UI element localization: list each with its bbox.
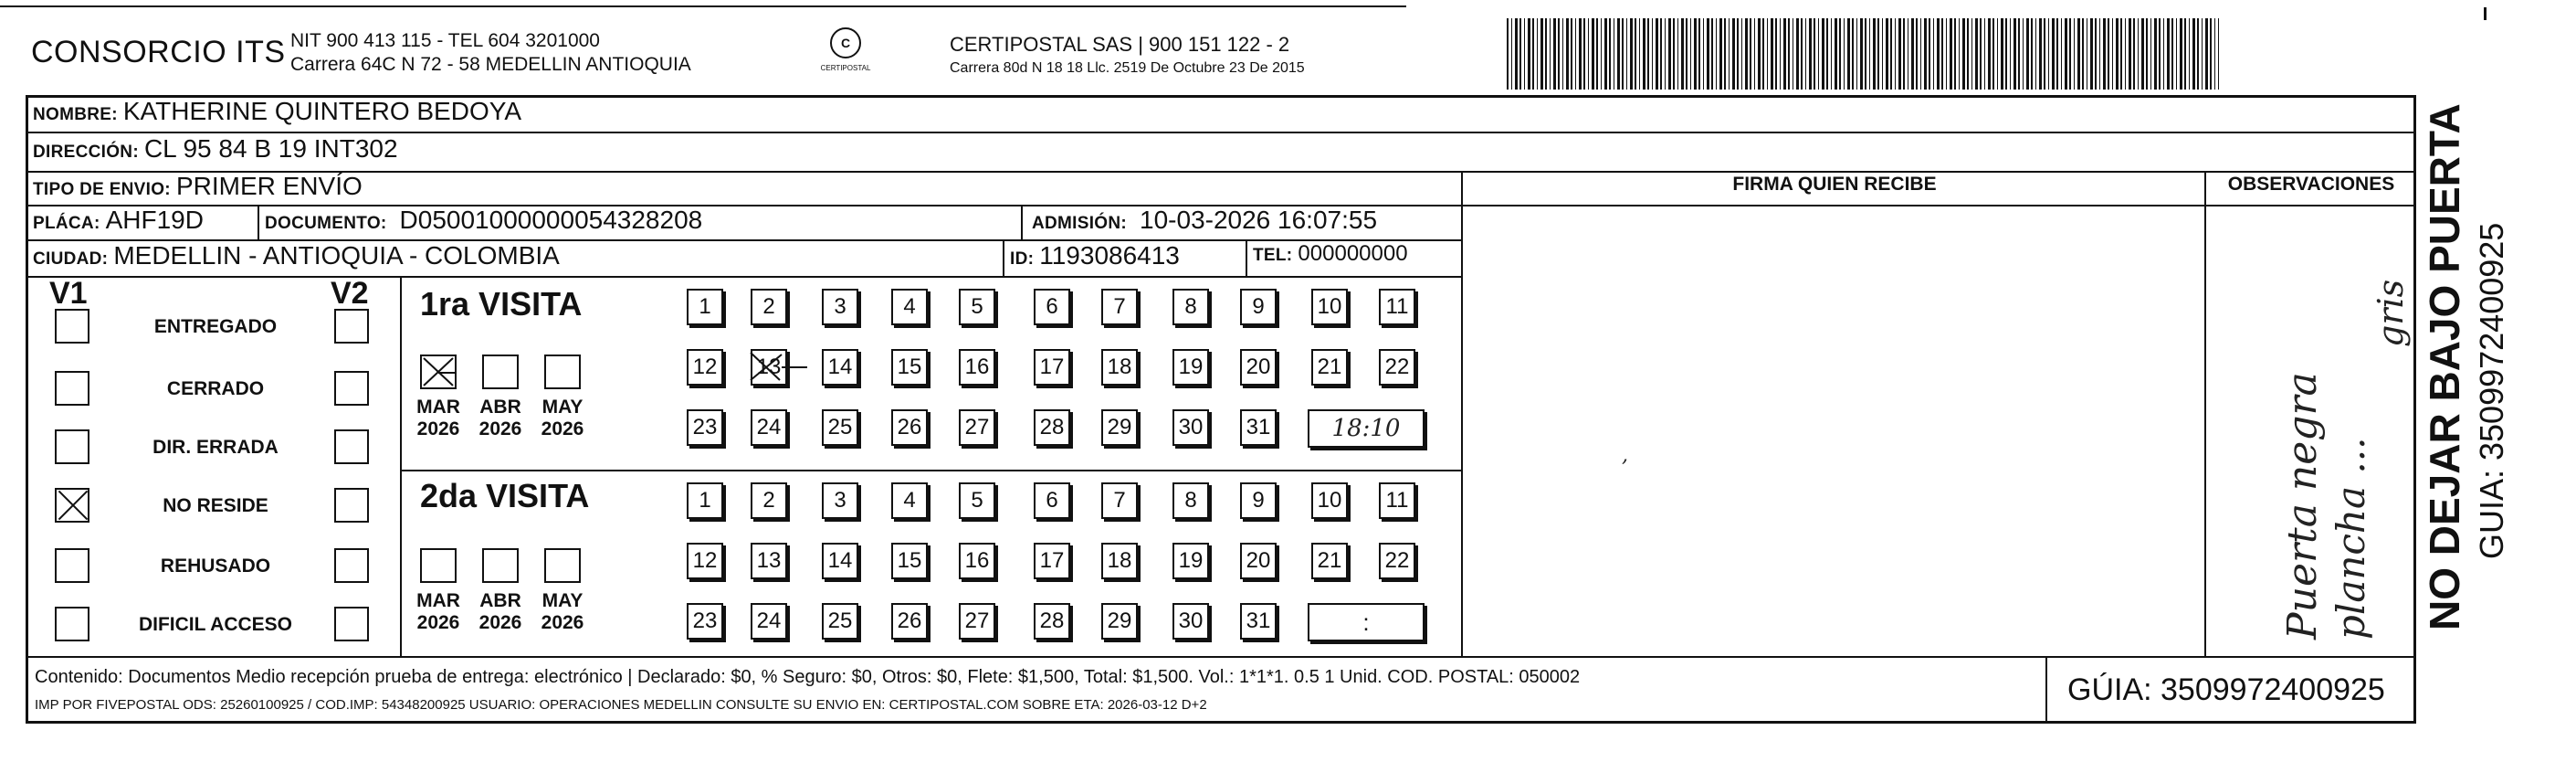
second-visit-day[interactable]: 15: [891, 543, 928, 579]
second-visit-day[interactable]: 29: [1101, 603, 1138, 640]
month-name: ABR: [479, 397, 521, 418]
carrier-sub: Carrera 80d N 18 18 Llc. 2519 De Octubre 23 De 2015: [950, 60, 1305, 76]
month-name: ABR: [479, 590, 521, 611]
month-name: MAY: [541, 397, 584, 418]
logo-emblem-icon: C: [830, 27, 861, 58]
status-label: CERRADO: [166, 378, 265, 399]
v2-checkbox[interactable]: [334, 429, 369, 464]
month-year: 2026: [541, 612, 584, 633]
address-line: Carrera 64C N 72 - 58 MEDELLIN ANTIOQUIA: [290, 54, 691, 75]
first-month-checkbox[interactable]: [544, 355, 581, 389]
documento-row: [265, 206, 702, 235]
second-visit-day[interactable]: 22: [1379, 543, 1415, 579]
second-visit-day[interactable]: 11: [1379, 482, 1415, 519]
observacion-line-1: Puerta negra: [2279, 372, 2326, 640]
first-month-label: [411, 397, 466, 440]
second-visit-day[interactable]: 10: [1311, 482, 1348, 519]
footer-print-info: IMP POR FIVEPOSTAL ODS: 25260100925 / COD.IMP: 54348200925 USUARIO: OPERACIONES MEDELLIN CONSULTE SU ENVIO EN: CERTIPOSTAL.COM SOBRE ETA: 2026-03-12 D+2: [35, 697, 1207, 713]
carrier-line: CERTIPOSTAL SAS | 900 151 122 - 2: [950, 33, 1290, 56]
second-month-checkbox[interactable]: [544, 548, 581, 583]
placa-label: PLÁCA:: [33, 214, 100, 233]
first-visit-day[interactable]: 17: [1034, 349, 1070, 386]
second-visit-day[interactable]: 2: [751, 482, 787, 519]
carrier-logo: [807, 27, 884, 82]
ciudad-label: CIUDAD:: [33, 249, 109, 269]
v2-checkbox[interactable]: [334, 309, 369, 344]
month-name: MAY: [541, 590, 584, 611]
first-month-checkbox[interactable]: [482, 355, 519, 389]
second-visit-title: 2da VISITA: [420, 477, 590, 514]
first-visit-day[interactable]: 11: [1379, 289, 1415, 325]
observaciones-header: OBSERVACIONES: [2227, 174, 2395, 195]
status-label: REHUSADO: [160, 556, 271, 577]
status-label: DIR. ERRADA: [152, 437, 279, 458]
first-visit-day[interactable]: 7: [1101, 289, 1138, 325]
tel-row: [1253, 241, 1408, 267]
second-visit-day[interactable]: 12: [687, 543, 723, 579]
first-visit-day[interactable]: 25: [822, 409, 858, 446]
barcode: [1507, 18, 2219, 90]
first-visit-day[interactable]: 22: [1379, 349, 1415, 386]
first-visit-day[interactable]: 29: [1101, 409, 1138, 446]
month-year: 2026: [416, 418, 460, 439]
v1-checkbox[interactable]: [55, 371, 89, 406]
second-visit-day[interactable]: 4: [891, 482, 928, 519]
first-visit-day[interactable]: 19: [1172, 349, 1209, 386]
observacion-line-3: gris: [2371, 279, 2411, 347]
second-visit-day[interactable]: 6: [1034, 482, 1070, 519]
second-visit-day[interactable]: 27: [959, 603, 995, 640]
first-visit-day[interactable]: 13: [751, 349, 787, 386]
ciudad-value: MEDELLIN - ANTIOQUIA - COLOMBIA: [113, 241, 560, 270]
tipo-row: [33, 172, 363, 201]
admision-value: 10-03-2026 16:07:55: [1140, 206, 1378, 234]
check-x-icon: [422, 356, 455, 387]
second-visit-day[interactable]: 25: [822, 603, 858, 640]
first-visit-day[interactable]: 4: [891, 289, 928, 325]
ciudad-row: [33, 241, 560, 270]
nombre-row: [33, 97, 521, 126]
second-visit-day[interactable]: 1: [687, 482, 723, 519]
first-visit-day[interactable]: 12: [687, 349, 723, 386]
second-visit-day[interactable]: 13: [751, 543, 787, 579]
strike-mark-icon: [747, 349, 811, 390]
nombre-label: NOMBRE:: [33, 105, 118, 124]
placa-row: [33, 206, 204, 235]
side-guia: GUIA: 3509972400925: [2473, 222, 2510, 559]
status-label: DIFICIL ACCESO: [138, 614, 292, 635]
second-month-label: [473, 590, 528, 634]
tel-label: TEL:: [1253, 246, 1293, 265]
first-visit-day[interactable]: 1: [687, 289, 723, 325]
v1-heading: V1: [49, 276, 88, 311]
nit-line: NIT 900 413 115 - TEL 604 3201000: [290, 30, 600, 51]
month-year: 2026: [478, 612, 522, 633]
nombre-value: KATHERINE QUINTERO BEDOYA: [122, 97, 522, 125]
second-visit-day[interactable]: 26: [891, 603, 928, 640]
second-month-checkbox[interactable]: [420, 548, 457, 583]
id-value: 1193086413: [1039, 241, 1180, 270]
second-visit-day[interactable]: 23: [687, 603, 723, 640]
second-visit-day[interactable]: 18: [1101, 543, 1138, 579]
first-month-label: [473, 397, 528, 440]
no-dejar-warning: NO DEJAR BAJO PUERTA: [2421, 103, 2468, 630]
month-year: 2026: [416, 612, 460, 633]
first-visit-day[interactable]: 15: [891, 349, 928, 386]
v1-checkbox[interactable]: [55, 548, 89, 583]
second-visit-day[interactable]: 14: [822, 543, 858, 579]
second-visit-day[interactable]: 5: [959, 482, 995, 519]
id-row: [1010, 241, 1180, 270]
first-visit-day[interactable]: 10: [1311, 289, 1348, 325]
month-name: MAR: [416, 590, 460, 611]
footer-contents: Contenido: Documentos Medio recepción prueba de entrega: electrónico | Declarado: $0, % Seguro: $0, Otros: $0, Flete: $1,500, Total: $1,500. Vol.: 1*1*1. 0.5 1 Unid. COD. POSTAL: 050002: [35, 667, 1581, 687]
second-visit-day[interactable]: 24: [751, 603, 787, 640]
admision-label: ADMISIÓN:: [1032, 214, 1128, 233]
second-month-label: [411, 590, 466, 634]
footer-guia: GÚIA: 3509972400925: [2067, 672, 2385, 707]
company-info: [290, 29, 691, 77]
second-visit-day[interactable]: 17: [1034, 543, 1070, 579]
first-visit-day[interactable]: 28: [1034, 409, 1070, 446]
firma-header: FIRMA QUIEN RECIBE: [1732, 174, 1937, 195]
first-visit-day[interactable]: 23: [687, 409, 723, 446]
second-visit-day[interactable]: 3: [822, 482, 858, 519]
second-visit-day[interactable]: 7: [1101, 482, 1138, 519]
second-visit-day[interactable]: 28: [1034, 603, 1070, 640]
status-label: ENTREGADO: [153, 316, 278, 337]
v1-checkbox[interactable]: [55, 488, 89, 523]
second-visit-time[interactable]: :: [1308, 603, 1425, 641]
first-visit-day[interactable]: 20: [1240, 349, 1277, 386]
first-visit-day[interactable]: 8: [1172, 289, 1209, 325]
first-visit-day[interactable]: 5: [959, 289, 995, 325]
second-visit-day[interactable]: 19: [1172, 543, 1209, 579]
top-rule: [0, 5, 1406, 7]
observacion-line-2: plancha ...: [2329, 437, 2373, 640]
first-visit-day[interactable]: 31: [1240, 409, 1277, 446]
second-visit-day[interactable]: 20: [1240, 543, 1277, 579]
v1-checkbox[interactable]: [55, 607, 89, 641]
tel-value: 000000000: [1298, 241, 1408, 266]
id-label: ID:: [1010, 249, 1035, 269]
second-visit-day[interactable]: 31: [1240, 603, 1277, 640]
v2-checkbox[interactable]: [334, 548, 369, 583]
first-visit-day[interactable]: 6: [1034, 289, 1070, 325]
first-visit-time[interactable]: 18:10: [1308, 409, 1425, 448]
second-visit-day[interactable]: 16: [959, 543, 995, 579]
first-visit-day[interactable]: 3: [822, 289, 858, 325]
second-month-label: [535, 590, 590, 634]
first-visit-day[interactable]: 27: [959, 409, 995, 446]
second-visit-day[interactable]: 8: [1172, 482, 1209, 519]
company-name: CONSORCIO ITS: [31, 35, 286, 69]
first-visit-day[interactable]: 14: [822, 349, 858, 386]
v2-heading: V2: [331, 276, 369, 311]
first-month-checkbox[interactable]: [420, 355, 457, 389]
v1-checkbox[interactable]: [55, 309, 89, 344]
first-visit-day[interactable]: 30: [1172, 409, 1209, 446]
first-visit-day[interactable]: 16: [959, 349, 995, 386]
month-name: MAR: [416, 397, 460, 418]
month-year: 2026: [541, 418, 584, 439]
documento-value: D05001000000054328208: [399, 206, 703, 234]
second-month-checkbox[interactable]: [482, 548, 519, 583]
tipo-label: TIPO DE ENVIO:: [33, 180, 171, 199]
first-visit-title: 1ra VISITA: [420, 285, 583, 323]
first-visit-day[interactable]: 18: [1101, 349, 1138, 386]
first-visit-day[interactable]: 9: [1240, 289, 1277, 325]
admision-row: [1032, 206, 1377, 235]
second-visit-day[interactable]: 30: [1172, 603, 1209, 640]
direccion-value: CL 95 84 B 19 INT302: [143, 134, 398, 163]
logo-text: CERTIPOSTAL: [820, 64, 871, 72]
first-visit-day[interactable]: 21: [1311, 349, 1348, 386]
corner-mark: [2484, 7, 2487, 20]
documento-label: DOCUMENTO:: [265, 214, 387, 233]
second-visit-day[interactable]: 21: [1311, 543, 1348, 579]
direccion-label: DIRECCIÓN:: [33, 143, 139, 162]
first-visit-day[interactable]: 24: [751, 409, 787, 446]
first-visit-day[interactable]: 2: [751, 289, 787, 325]
v2-checkbox[interactable]: [334, 371, 369, 406]
status-label: NO RESIDE: [163, 495, 268, 516]
carrier-info: [950, 33, 1305, 80]
signature-mark: ,: [1622, 444, 1628, 467]
direccion-row: [33, 134, 398, 164]
month-year: 2026: [478, 418, 522, 439]
first-month-label: [535, 397, 590, 440]
v1-checkbox[interactable]: [55, 429, 89, 464]
v2-checkbox[interactable]: [334, 607, 369, 641]
placa-value: AHF19D: [105, 206, 204, 234]
v2-checkbox[interactable]: [334, 488, 369, 523]
second-visit-day[interactable]: 9: [1240, 482, 1277, 519]
tipo-value: PRIMER ENVÍO: [175, 172, 363, 200]
first-visit-day[interactable]: 26: [891, 409, 928, 446]
